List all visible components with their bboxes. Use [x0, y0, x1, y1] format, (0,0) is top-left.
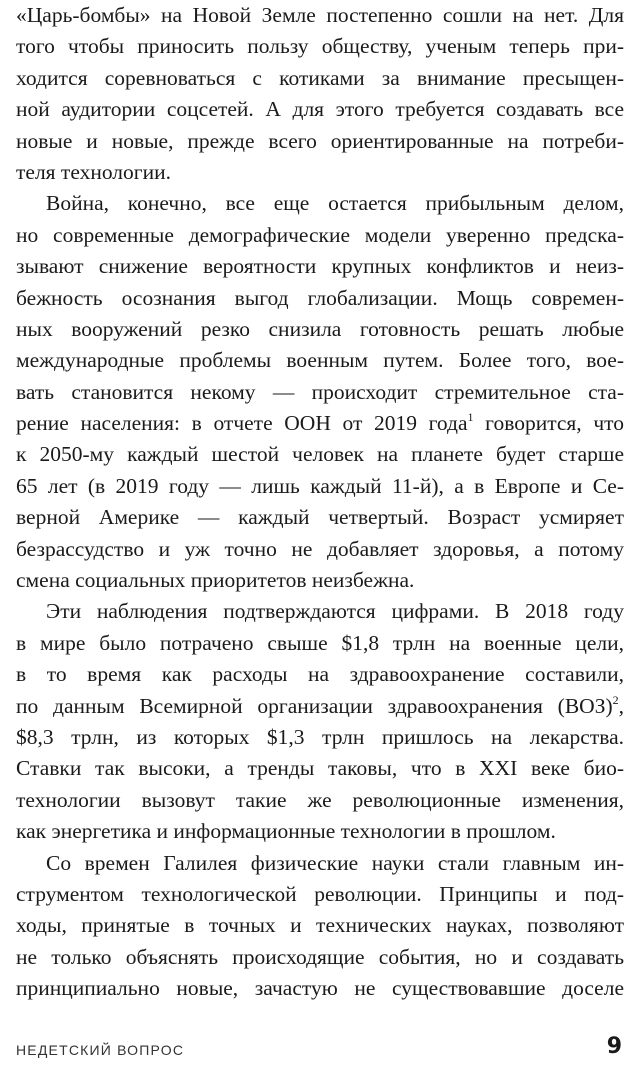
page-number: 9 [606, 1034, 622, 1059]
text-line: ходы, принятые в точных и технических науках, позволяют [16, 913, 624, 938]
footnote-ref-2[interactable]: 2 [612, 692, 619, 707]
text-line: но современные демографические модели уверенно предска- [16, 222, 624, 247]
text-line: в мире было потрачено свыше $1,8 трлн на военные цели, [16, 630, 624, 655]
text-line: зывают снижение вероятности крупных конфликтов и неиз- [16, 254, 624, 279]
text-line: верной Америке — каждый четвертый. Возраст усмиряет [16, 505, 624, 530]
text-line-with-footnote [16, 691, 624, 722]
text-line: струментом технологической революции. Принципы и под- [16, 881, 624, 906]
text-line: принципиально новые, зачастую не существовавшие доселе [16, 976, 624, 1001]
text-line: 65 лет (в 2019 году — лишь каждый 11-й), а в Европе и Се- [16, 473, 624, 498]
text-segment: рение населения: в отчете ООН от 2019 года [16, 411, 468, 436]
text-line: бежность осознания выгод глобализации. Мощь современ- [16, 285, 624, 310]
text-segment: по данным Всемирной организации здравоохранения (ВОЗ) [16, 693, 613, 718]
body-text [16, 0, 624, 1005]
text-line: смена социальных приоритетов неизбежна. [16, 568, 415, 593]
text-line: ходится соревноваться с котиками за внимание пресыщен- [16, 65, 624, 90]
text-line: того чтобы приносить пользу обществу, ученым теперь при- [16, 34, 624, 59]
text-line: Со времен Галилея физические науки стали главным ин- [46, 850, 624, 875]
text-line: технологии вызовут такие же революционные изменения, [16, 787, 624, 812]
text-line: безрассудство и уж точно не добавляет здоровья, а потому [16, 536, 624, 561]
text-line: Ставки так высоки, а тренды таковы, что в XXI веке био- [16, 756, 624, 781]
text-line: международные проблемы военным путем. Более того, вое- [16, 348, 624, 373]
text-line: вать становится некому — происходит стремительное ста- [16, 379, 624, 404]
text-line: «Царь-бомбы» на Новой Земле постепенно сошли на нет. Для [16, 3, 624, 27]
text-segment: , [618, 693, 624, 718]
text-line: не только объяснять происходящие события, но и создавать [16, 944, 624, 969]
text-line: Эти наблюдения подтверждаются цифрами. В 2018 году [46, 599, 624, 624]
text-line: $8,3 трлн, из которых $1,3 трлн пришлось на лекарства. [16, 724, 624, 749]
text-line: теля технологии. [16, 159, 171, 184]
text-line: как энергетика и информационные технологии в прошлом. [16, 819, 556, 844]
text-line: ных вооружений резко снизила готовность решать любые [16, 316, 624, 341]
running-title: НЕДЕТСКИЙ ВОПРОС [16, 1042, 185, 1058]
text-line: новые и новые, прежде всего ориентированные на потреби- [16, 128, 624, 153]
text-segment: говорится, что [473, 411, 624, 436]
text-line: к 2050-му каждый шестой человек на планете будет старше [16, 442, 624, 467]
text-line: Война, конечно, все еще остается прибыльным делом, [46, 191, 624, 216]
text-line: ной аудитории соцсетей. А для этого требуется создавать все [16, 97, 624, 122]
footnote-ref-1[interactable]: 1 [467, 410, 474, 425]
text-line-with-footnote [16, 408, 624, 439]
text-line: в то время как расходы на здравоохранение составили, [16, 662, 624, 687]
